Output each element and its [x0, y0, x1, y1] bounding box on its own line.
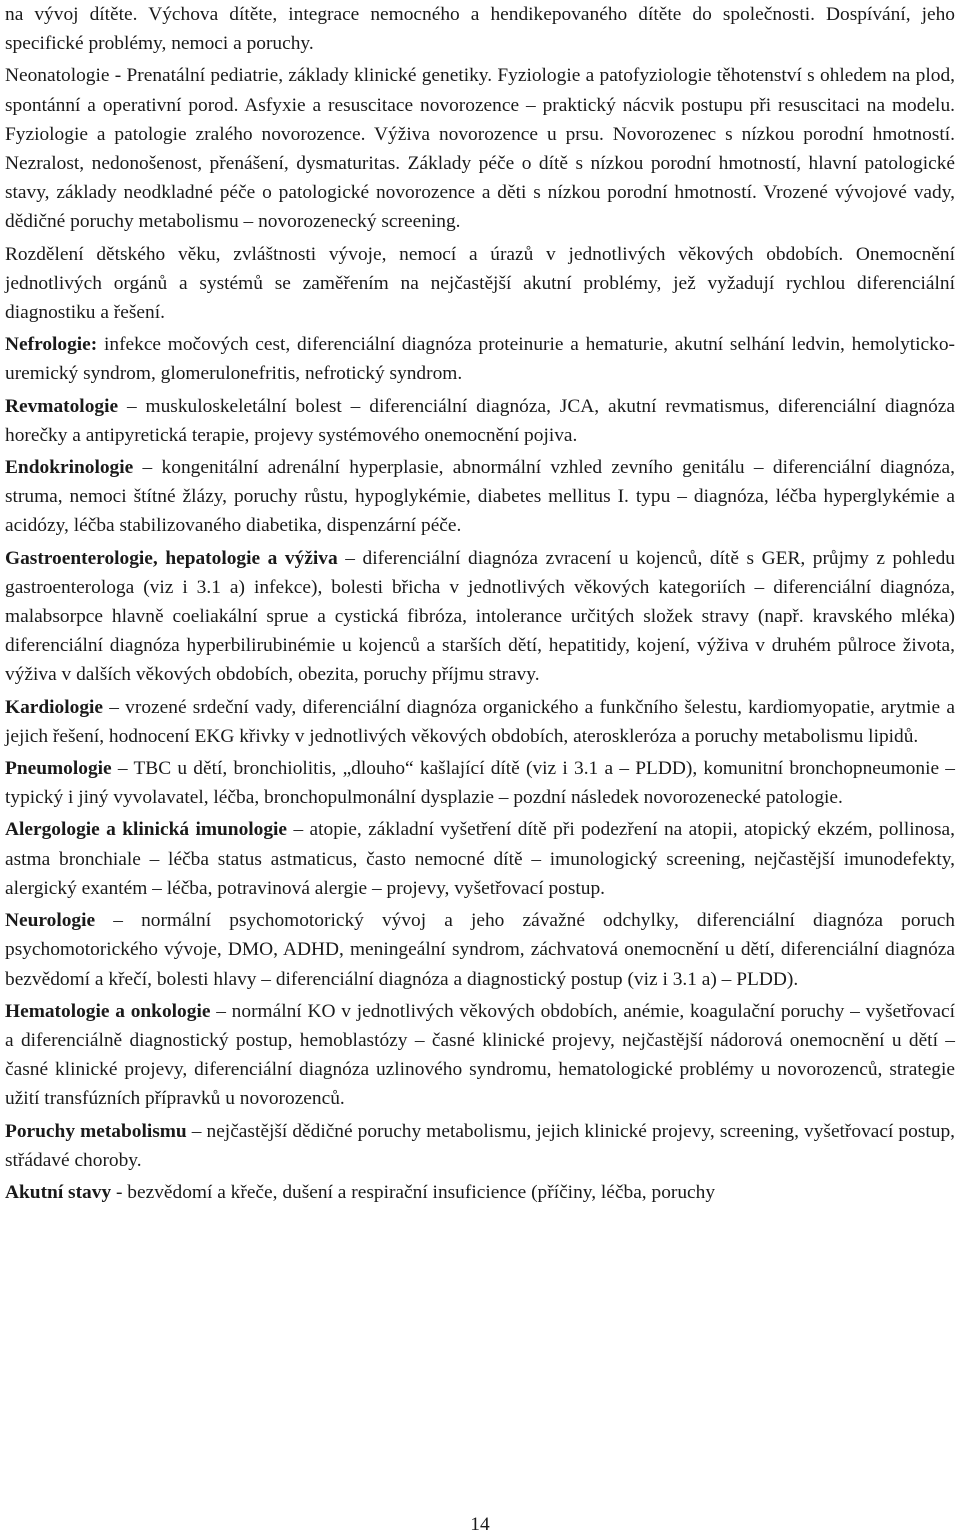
paragraph-nefrologie	[5, 330, 955, 388]
paragraph-text: – diferenciální diagnóza zvracení u kojenců, dítě s GER, průjmy z pohledu gastroenterologa (viz i 3.1 a) infekce), bolesti břicha v jednotlivých věkových kategoriích – diferenciální diagnóza, malabsorpce hlavně coeliakální sprue a cystická fibróza, intolerance určitých složek stravy (např. kravského mléka) diferenciální diagnóza hyperbilirubinémie u kojenců a starších dětí, hepatitidy, kojení, výživa v druhém půlroce života, výživa v dalších věkových obdobích, obezita, poruchy příjmu stravy.	[5, 547, 955, 686]
paragraph-text: – muskuloskeletální bolest – diferenciální diagnóza, JCA, akutní revmatismus, diferenciální diagnóza horečky a antipyretická terapie, projevy systémového onemocnění pojiva.	[5, 395, 955, 446]
paragraph-text: – normální psychomotorický vývoj a jeho závažné odchylky, diferenciální diagnóza poruch psychomotorického vývoje, DMO, ADHD, meningeální syndrom, záchvatová onemocnění u dětí, diferenciální diagnóza bezvědomí a křečí, bolesti hlavy – diferenciální diagnóza a diagnostický postup (viz i 3.1 a) – PLDD).	[5, 910, 955, 990]
paragraph-neonatologie	[5, 61, 955, 236]
paragraph-text: na vývoj dítěte. Výchova dítěte, integrace nemocného a hendikepovaného dítěte do společnosti. Dospívání, jeho specifické problémy, nemoci a poruchy.	[5, 4, 955, 55]
paragraph-heading: Gastroenterologie, hepatologie a výživa	[5, 547, 338, 569]
paragraph-heading: Pneumologie	[5, 758, 112, 780]
paragraph-poruchy-metabolismu	[5, 1117, 955, 1175]
paragraph-heading: Poruchy metabolismu	[5, 1120, 187, 1142]
paragraph-text: infekce močových cest, diferenciální diagnóza proteinurie a hematurie, akutní selhání ledvin, hemolyticko-uremický syndrom, glomerulonefritis, nefrotický syndrom.	[5, 334, 955, 385]
paragraph-text: – normální KO v jednotlivých věkových obdobích, anémie, koagulační poruchy – vyšetřovací a diferenciálně diagnostický postup, hemoblastózy – časné klinické projevy, nejčastější nádorová onemocnění u dětí – časné klinické projevy, diferenciální diagnóza uzlinového syndromu, hematologické problémy u novorozenců, strategie užití transfúzních přípravků u novorozenců.	[5, 1000, 955, 1110]
paragraph-text: – vrozené srdeční vady, diferenciální diagnóza organického a funkčního šelestu, kardiomyopatie, arytmie a jejich řešení, hodnocení EKG křivky v jednotlivých věkových obdobích, ateroskleróza a poruchy metabolismu lipidů.	[5, 696, 955, 747]
paragraph-intro	[5, 0, 955, 58]
paragraph-alergologie	[5, 815, 955, 903]
paragraph-revmatologie	[5, 392, 955, 450]
paragraph-heading: Neurologie	[5, 910, 96, 932]
paragraph-heading: Alergologie a klinická imunologie	[5, 819, 288, 841]
paragraph-kardiologie	[5, 693, 955, 751]
paragraph-pneumologie	[5, 754, 955, 812]
paragraph-neurologie	[5, 906, 955, 994]
paragraph-text: – atopie, základní vyšetření dítě při podezření na atopii, atopický ekzém, pollinosa, astma bronchiale – léčba status astmaticus, často nemocné dítě – imunologický screening, nejčastější imunodefekty, alergický exantém – léčba, potravinová alergie – projevy, vyšetřovací postup.	[5, 819, 955, 899]
paragraph-heading: Revmatologie	[5, 395, 119, 417]
paragraph-text: – nejčastější dědičné poruchy metabolismu, jejich klinické projevy, screening, vyšetřovací postup, střádavé choroby.	[5, 1120, 955, 1171]
paragraph-text: – kongenitální adrenální hyperplasie, abnormální vzhled zevního genitálu – diferenciální diagnóza, struma, nemoci štítné žlázy, poruchy růstu, hypoglykémie, diabetes mellitus I. typu – diagnóza, léčba hyperglykémie a acidózy, léčba stabilizovaného diabetika, dispenzární péče.	[5, 457, 955, 537]
document-page	[5, 0, 955, 1210]
paragraph-heading: Endokrinologie	[5, 457, 134, 479]
paragraph-text: Rozdělení dětského věku, zvláštnosti vývoje, nemocí a úrazů v jednotlivých věkových obdobích. Onemocnění jednotlivých orgánů a systémů se zaměřením na nejčastější akutní problémy, jež vyžadují rychlou diferenciální diagnostiku a řešení.	[5, 243, 955, 324]
paragraph-hematologie	[5, 997, 955, 1114]
paragraph-endokrinologie	[5, 453, 955, 541]
paragraph-gastroenterologie	[5, 544, 955, 690]
paragraph-akutni-stavy	[5, 1178, 955, 1207]
page-number: 14	[470, 1514, 490, 1535]
paragraph-heading: Nefrologie:	[5, 334, 98, 356]
paragraph-heading: Akutní stavy	[5, 1181, 112, 1203]
paragraph-heading: Kardiologie	[5, 696, 104, 718]
paragraph-heading: Hematologie a onkologie	[5, 1000, 211, 1022]
paragraph-text: – TBC u dětí, bronchiolitis, „dlouho“ kašlající dítě (viz i 3.1 a – PLDD), komunitní bronchopneumonie – typický i jiný vyvolavatel, léčba, bronchopulmonální dysplazie – pozdní následek novorozenecké patologie.	[5, 758, 955, 809]
paragraph-rozdeleni	[5, 240, 955, 328]
paragraph-text: - bezvědomí a křeče, dušení a respirační insuficience (příčiny, léčba, poruchy	[111, 1181, 716, 1203]
paragraph-text: Neonatologie - Prenatální pediatrie, základy klinické genetiky. Fyziologie a patofyziologie těhotenství s ohledem na plod, spontánní a operativní porod. Asfyxie a resuscitace novorozence – praktický nácvik postupu při resuscitaci na modelu. Fyziologie a patologie zralého novorozence. Výživa novorozence u prsu. Novorozenec s nízkou porodní hmotností. Nezralost, nedonošenost, přenášení, dysmaturitas. Základy péče o dítě s nízkou porodní hmotností, hlavní patologické stavy, základy neodkladné péče o patologické novorozence a děti s nízkou porodní hmotností. Vrozené vývojové vady, dědičné poruchy metabolismu – novorozenecký screening.	[5, 65, 955, 233]
